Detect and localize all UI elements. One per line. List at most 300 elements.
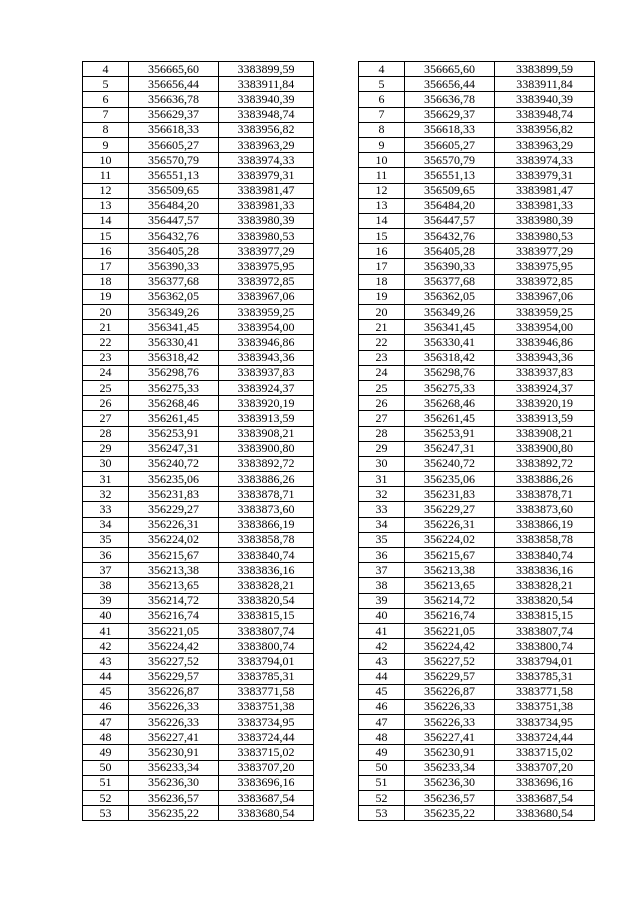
y-coordinate-cell: 3383899,59 [495, 62, 595, 77]
table-row [359, 305, 595, 320]
table-row [359, 775, 595, 790]
point-number-cell: 26 [83, 396, 129, 411]
x-coordinate-cell: 356221,05 [405, 623, 495, 638]
x-coordinate-cell: 356551,13 [129, 168, 219, 183]
point-number-cell: 13 [359, 198, 405, 213]
table-row [359, 244, 595, 259]
y-coordinate-cell: 3383696,16 [495, 775, 595, 790]
y-coordinate-cell: 3383924,37 [495, 380, 595, 395]
table-row [83, 320, 314, 335]
point-number-cell: 41 [359, 623, 405, 638]
table-row [359, 502, 595, 517]
point-number-cell: 37 [359, 563, 405, 578]
table-row [359, 593, 595, 608]
point-number-cell: 32 [83, 487, 129, 502]
table-row [83, 532, 314, 547]
y-coordinate-cell: 3383959,25 [219, 305, 314, 320]
table-row [83, 365, 314, 380]
x-coordinate-cell: 356229,27 [129, 502, 219, 517]
x-coordinate-cell: 356318,42 [405, 350, 495, 365]
x-coordinate-cell: 356636,78 [129, 92, 219, 107]
y-coordinate-cell: 3383963,29 [495, 137, 595, 152]
y-coordinate-cell: 3383696,16 [219, 775, 314, 790]
point-number-cell: 26 [359, 396, 405, 411]
y-coordinate-cell: 3383974,33 [219, 153, 314, 168]
x-coordinate-cell: 356229,57 [405, 669, 495, 684]
table-row [83, 639, 314, 654]
x-coordinate-cell: 356226,87 [405, 684, 495, 699]
x-coordinate-cell: 356298,76 [405, 365, 495, 380]
point-number-cell: 8 [83, 122, 129, 137]
y-coordinate-cell: 3383956,82 [219, 122, 314, 137]
y-coordinate-cell: 3383785,31 [495, 669, 595, 684]
table-row [83, 289, 314, 304]
x-coordinate-cell: 356405,28 [405, 244, 495, 259]
point-number-cell: 51 [83, 775, 129, 790]
coordinates-table-left [82, 61, 314, 821]
point-number-cell: 45 [359, 684, 405, 699]
x-coordinate-cell: 356224,42 [129, 639, 219, 654]
table-row [83, 213, 314, 228]
y-coordinate-cell: 3383974,33 [495, 153, 595, 168]
x-coordinate-cell: 356509,65 [405, 183, 495, 198]
x-coordinate-cell: 356377,68 [405, 274, 495, 289]
table-row [83, 426, 314, 441]
point-number-cell: 28 [359, 426, 405, 441]
point-number-cell: 15 [83, 229, 129, 244]
point-number-cell: 17 [83, 259, 129, 274]
y-coordinate-cell: 3383785,31 [219, 669, 314, 684]
y-coordinate-cell: 3383981,47 [495, 183, 595, 198]
point-number-cell: 23 [359, 350, 405, 365]
table-row [83, 775, 314, 790]
table-row [83, 517, 314, 532]
table-row [359, 229, 595, 244]
y-coordinate-cell: 3383707,20 [219, 760, 314, 775]
y-coordinate-cell: 3383954,00 [219, 320, 314, 335]
y-coordinate-cell: 3383828,21 [495, 578, 595, 593]
point-number-cell: 22 [83, 335, 129, 350]
point-number-cell: 37 [83, 563, 129, 578]
table-row [83, 229, 314, 244]
y-coordinate-cell: 3383751,38 [495, 699, 595, 714]
table-row [359, 563, 595, 578]
point-number-cell: 12 [83, 183, 129, 198]
y-coordinate-cell: 3383948,74 [495, 107, 595, 122]
point-number-cell: 4 [83, 62, 129, 77]
x-coordinate-cell: 356213,38 [405, 563, 495, 578]
point-number-cell: 18 [359, 274, 405, 289]
y-coordinate-cell: 3383836,16 [219, 563, 314, 578]
y-coordinate-cell: 3383892,72 [219, 456, 314, 471]
table-row [83, 183, 314, 198]
point-number-cell: 18 [83, 274, 129, 289]
point-number-cell: 40 [359, 608, 405, 623]
x-coordinate-cell: 356230,91 [129, 745, 219, 760]
x-coordinate-cell: 356233,34 [405, 760, 495, 775]
y-coordinate-cell: 3383979,31 [219, 168, 314, 183]
x-coordinate-cell: 356253,91 [129, 426, 219, 441]
y-coordinate-cell: 3383687,54 [219, 791, 314, 806]
y-coordinate-cell: 3383873,60 [495, 502, 595, 517]
y-coordinate-cell: 3383959,25 [495, 305, 595, 320]
point-number-cell: 33 [359, 502, 405, 517]
x-coordinate-cell: 356216,74 [405, 608, 495, 623]
table-row [359, 791, 595, 806]
table-row [359, 213, 595, 228]
x-coordinate-cell: 356298,76 [129, 365, 219, 380]
point-number-cell: 30 [359, 456, 405, 471]
y-coordinate-cell: 3383980,39 [495, 213, 595, 228]
point-number-cell: 53 [359, 806, 405, 821]
point-number-cell: 13 [83, 198, 129, 213]
point-number-cell: 25 [83, 380, 129, 395]
table-row [83, 745, 314, 760]
point-number-cell: 42 [359, 639, 405, 654]
x-coordinate-cell: 356268,46 [405, 396, 495, 411]
point-number-cell: 10 [359, 153, 405, 168]
x-coordinate-cell: 356390,33 [405, 259, 495, 274]
table-row [83, 791, 314, 806]
point-number-cell: 24 [359, 365, 405, 380]
y-coordinate-cell: 3383771,58 [495, 684, 595, 699]
x-coordinate-cell: 356484,20 [405, 198, 495, 213]
x-coordinate-cell: 356247,31 [129, 441, 219, 456]
point-number-cell: 11 [359, 168, 405, 183]
y-coordinate-cell: 3383815,15 [219, 608, 314, 623]
point-number-cell: 51 [359, 775, 405, 790]
table-row [359, 153, 595, 168]
point-number-cell: 45 [83, 684, 129, 699]
x-coordinate-cell: 356432,76 [129, 229, 219, 244]
table-row [83, 198, 314, 213]
x-coordinate-cell: 356330,41 [405, 335, 495, 350]
table-row [83, 548, 314, 563]
table-row [359, 259, 595, 274]
y-coordinate-cell: 3383687,54 [495, 791, 595, 806]
y-coordinate-cell: 3383715,02 [219, 745, 314, 760]
table-row [359, 684, 595, 699]
x-coordinate-cell: 356226,31 [405, 517, 495, 532]
table-row [359, 548, 595, 563]
x-coordinate-cell: 356629,37 [405, 107, 495, 122]
x-coordinate-cell: 356229,27 [405, 502, 495, 517]
y-coordinate-cell: 3383800,74 [219, 639, 314, 654]
point-number-cell: 4 [359, 62, 405, 77]
x-coordinate-cell: 356224,02 [405, 532, 495, 547]
point-number-cell: 16 [359, 244, 405, 259]
table-row [83, 456, 314, 471]
point-number-cell: 35 [83, 532, 129, 547]
coordinates-table-body [83, 62, 314, 821]
y-coordinate-cell: 3383924,37 [219, 380, 314, 395]
point-number-cell: 21 [359, 320, 405, 335]
y-coordinate-cell: 3383920,19 [495, 396, 595, 411]
x-coordinate-cell: 356216,74 [129, 608, 219, 623]
point-number-cell: 22 [359, 335, 405, 350]
x-coordinate-cell: 356214,72 [405, 593, 495, 608]
table-row [359, 122, 595, 137]
x-coordinate-cell: 356261,45 [405, 411, 495, 426]
point-number-cell: 6 [83, 92, 129, 107]
table-row [83, 77, 314, 92]
table-row [83, 578, 314, 593]
y-coordinate-cell: 3383980,53 [495, 229, 595, 244]
x-coordinate-cell: 356226,33 [129, 715, 219, 730]
y-coordinate-cell: 3383873,60 [219, 502, 314, 517]
point-number-cell: 14 [83, 213, 129, 228]
table-row [359, 274, 595, 289]
x-coordinate-cell: 356226,87 [129, 684, 219, 699]
x-coordinate-cell: 356235,22 [405, 806, 495, 821]
x-coordinate-cell: 356377,68 [129, 274, 219, 289]
y-coordinate-cell: 3383946,86 [495, 335, 595, 350]
point-number-cell: 29 [359, 441, 405, 456]
x-coordinate-cell: 356665,60 [405, 62, 495, 77]
y-coordinate-cell: 3383979,31 [495, 168, 595, 183]
x-coordinate-cell: 356330,41 [129, 335, 219, 350]
x-coordinate-cell: 356268,46 [129, 396, 219, 411]
coordinates-table-body [359, 62, 595, 821]
point-number-cell: 48 [83, 730, 129, 745]
point-number-cell: 40 [83, 608, 129, 623]
y-coordinate-cell: 3383913,59 [495, 411, 595, 426]
point-number-cell: 43 [359, 654, 405, 669]
point-number-cell: 47 [359, 715, 405, 730]
point-number-cell: 32 [359, 487, 405, 502]
point-number-cell: 5 [359, 77, 405, 92]
x-coordinate-cell: 356213,65 [405, 578, 495, 593]
x-coordinate-cell: 356236,30 [405, 775, 495, 790]
y-coordinate-cell: 3383954,00 [495, 320, 595, 335]
point-number-cell: 5 [83, 77, 129, 92]
x-coordinate-cell: 356636,78 [405, 92, 495, 107]
table-row [83, 274, 314, 289]
table-row [83, 305, 314, 320]
y-coordinate-cell: 3383794,01 [495, 654, 595, 669]
table-row [359, 289, 595, 304]
y-coordinate-cell: 3383980,39 [219, 213, 314, 228]
table-row [83, 92, 314, 107]
x-coordinate-cell: 356349,26 [129, 305, 219, 320]
table-row [83, 153, 314, 168]
x-coordinate-cell: 356235,22 [129, 806, 219, 821]
table-row [359, 639, 595, 654]
y-coordinate-cell: 3383900,80 [219, 441, 314, 456]
point-number-cell: 7 [83, 107, 129, 122]
table-row [359, 699, 595, 714]
y-coordinate-cell: 3383937,83 [219, 365, 314, 380]
y-coordinate-cell: 3383878,71 [219, 487, 314, 502]
x-coordinate-cell: 356629,37 [129, 107, 219, 122]
point-number-cell: 9 [359, 137, 405, 152]
point-number-cell: 17 [359, 259, 405, 274]
point-number-cell: 28 [83, 426, 129, 441]
point-number-cell: 11 [83, 168, 129, 183]
x-coordinate-cell: 356230,91 [405, 745, 495, 760]
y-coordinate-cell: 3383963,29 [219, 137, 314, 152]
table-row [359, 77, 595, 92]
x-coordinate-cell: 356227,41 [405, 730, 495, 745]
x-coordinate-cell: 356240,72 [405, 456, 495, 471]
y-coordinate-cell: 3383892,72 [495, 456, 595, 471]
table-row [359, 608, 595, 623]
point-number-cell: 43 [83, 654, 129, 669]
x-coordinate-cell: 356447,57 [405, 213, 495, 228]
table-row [359, 396, 595, 411]
x-coordinate-cell: 356261,45 [129, 411, 219, 426]
x-coordinate-cell: 356221,05 [129, 623, 219, 638]
point-number-cell: 38 [359, 578, 405, 593]
point-number-cell: 21 [83, 320, 129, 335]
y-coordinate-cell: 3383937,83 [495, 365, 595, 380]
table-row [83, 760, 314, 775]
table-row [83, 608, 314, 623]
y-coordinate-cell: 3383734,95 [219, 715, 314, 730]
table-row [359, 456, 595, 471]
x-coordinate-cell: 356224,42 [405, 639, 495, 654]
x-coordinate-cell: 356215,67 [405, 548, 495, 563]
x-coordinate-cell: 356226,33 [405, 699, 495, 714]
y-coordinate-cell: 3383972,85 [219, 274, 314, 289]
y-coordinate-cell: 3383981,33 [219, 198, 314, 213]
point-number-cell: 53 [83, 806, 129, 821]
y-coordinate-cell: 3383908,21 [219, 426, 314, 441]
table-row [83, 487, 314, 502]
table-row [359, 472, 595, 487]
table-row [359, 183, 595, 198]
x-coordinate-cell: 356236,57 [405, 791, 495, 806]
point-number-cell: 19 [83, 289, 129, 304]
y-coordinate-cell: 3383911,84 [495, 77, 595, 92]
y-coordinate-cell: 3383680,54 [495, 806, 595, 821]
point-number-cell: 50 [83, 760, 129, 775]
x-coordinate-cell: 356227,41 [129, 730, 219, 745]
table-row [359, 92, 595, 107]
x-coordinate-cell: 356231,83 [405, 487, 495, 502]
table-row [83, 62, 314, 77]
x-coordinate-cell: 356605,27 [405, 137, 495, 152]
y-coordinate-cell: 3383800,74 [495, 639, 595, 654]
y-coordinate-cell: 3383886,26 [219, 472, 314, 487]
y-coordinate-cell: 3383878,71 [495, 487, 595, 502]
y-coordinate-cell: 3383981,47 [219, 183, 314, 198]
x-coordinate-cell: 356484,20 [129, 198, 219, 213]
y-coordinate-cell: 3383771,58 [219, 684, 314, 699]
x-coordinate-cell: 356235,06 [405, 472, 495, 487]
y-coordinate-cell: 3383913,59 [219, 411, 314, 426]
point-number-cell: 29 [83, 441, 129, 456]
point-number-cell: 19 [359, 289, 405, 304]
y-coordinate-cell: 3383899,59 [219, 62, 314, 77]
table-row [359, 806, 595, 821]
x-coordinate-cell: 356215,67 [129, 548, 219, 563]
point-number-cell: 49 [359, 745, 405, 760]
y-coordinate-cell: 3383975,95 [219, 259, 314, 274]
x-coordinate-cell: 356227,52 [405, 654, 495, 669]
y-coordinate-cell: 3383920,19 [219, 396, 314, 411]
y-coordinate-cell: 3383858,78 [495, 532, 595, 547]
point-number-cell: 27 [359, 411, 405, 426]
table-row [83, 350, 314, 365]
x-coordinate-cell: 356226,33 [129, 699, 219, 714]
y-coordinate-cell: 3383807,74 [495, 623, 595, 638]
table-row [359, 760, 595, 775]
point-number-cell: 44 [83, 669, 129, 684]
x-coordinate-cell: 356226,33 [405, 715, 495, 730]
x-coordinate-cell: 356432,76 [405, 229, 495, 244]
table-row [83, 396, 314, 411]
table-row [83, 563, 314, 578]
table-row [83, 502, 314, 517]
table-row [83, 107, 314, 122]
point-number-cell: 14 [359, 213, 405, 228]
table-row [359, 137, 595, 152]
x-coordinate-cell: 356570,79 [129, 153, 219, 168]
table-row [83, 244, 314, 259]
table-row [83, 669, 314, 684]
table-row [359, 623, 595, 638]
table-row [83, 411, 314, 426]
point-number-cell: 36 [359, 548, 405, 563]
point-number-cell: 9 [83, 137, 129, 152]
table-row [83, 730, 314, 745]
table-row [83, 122, 314, 137]
y-coordinate-cell: 3383967,06 [219, 289, 314, 304]
y-coordinate-cell: 3383828,21 [219, 578, 314, 593]
y-coordinate-cell: 3383956,82 [495, 122, 595, 137]
y-coordinate-cell: 3383715,02 [495, 745, 595, 760]
y-coordinate-cell: 3383707,20 [495, 760, 595, 775]
y-coordinate-cell: 3383977,29 [495, 244, 595, 259]
point-number-cell: 16 [83, 244, 129, 259]
x-coordinate-cell: 356509,65 [129, 183, 219, 198]
point-number-cell: 39 [83, 593, 129, 608]
x-coordinate-cell: 356235,06 [129, 472, 219, 487]
x-coordinate-cell: 356236,30 [129, 775, 219, 790]
point-number-cell: 12 [359, 183, 405, 198]
point-number-cell: 20 [359, 305, 405, 320]
y-coordinate-cell: 3383900,80 [495, 441, 595, 456]
table-row [359, 107, 595, 122]
x-coordinate-cell: 356656,44 [405, 77, 495, 92]
point-number-cell: 20 [83, 305, 129, 320]
point-number-cell: 52 [359, 791, 405, 806]
y-coordinate-cell: 3383794,01 [219, 654, 314, 669]
table-row [359, 487, 595, 502]
y-coordinate-cell: 3383840,74 [495, 548, 595, 563]
table-row [359, 730, 595, 745]
table-row [359, 335, 595, 350]
y-coordinate-cell: 3383940,39 [219, 92, 314, 107]
y-coordinate-cell: 3383840,74 [219, 548, 314, 563]
x-coordinate-cell: 356275,33 [129, 380, 219, 395]
table-row [83, 335, 314, 350]
x-coordinate-cell: 356236,57 [129, 791, 219, 806]
y-coordinate-cell: 3383866,19 [495, 517, 595, 532]
x-coordinate-cell: 356570,79 [405, 153, 495, 168]
y-coordinate-cell: 3383836,16 [495, 563, 595, 578]
y-coordinate-cell: 3383981,33 [495, 198, 595, 213]
x-coordinate-cell: 356224,02 [129, 532, 219, 547]
point-number-cell: 36 [83, 548, 129, 563]
point-number-cell: 7 [359, 107, 405, 122]
y-coordinate-cell: 3383724,44 [495, 730, 595, 745]
y-coordinate-cell: 3383943,36 [495, 350, 595, 365]
y-coordinate-cell: 3383972,85 [495, 274, 595, 289]
x-coordinate-cell: 356240,72 [129, 456, 219, 471]
table-row [359, 532, 595, 547]
